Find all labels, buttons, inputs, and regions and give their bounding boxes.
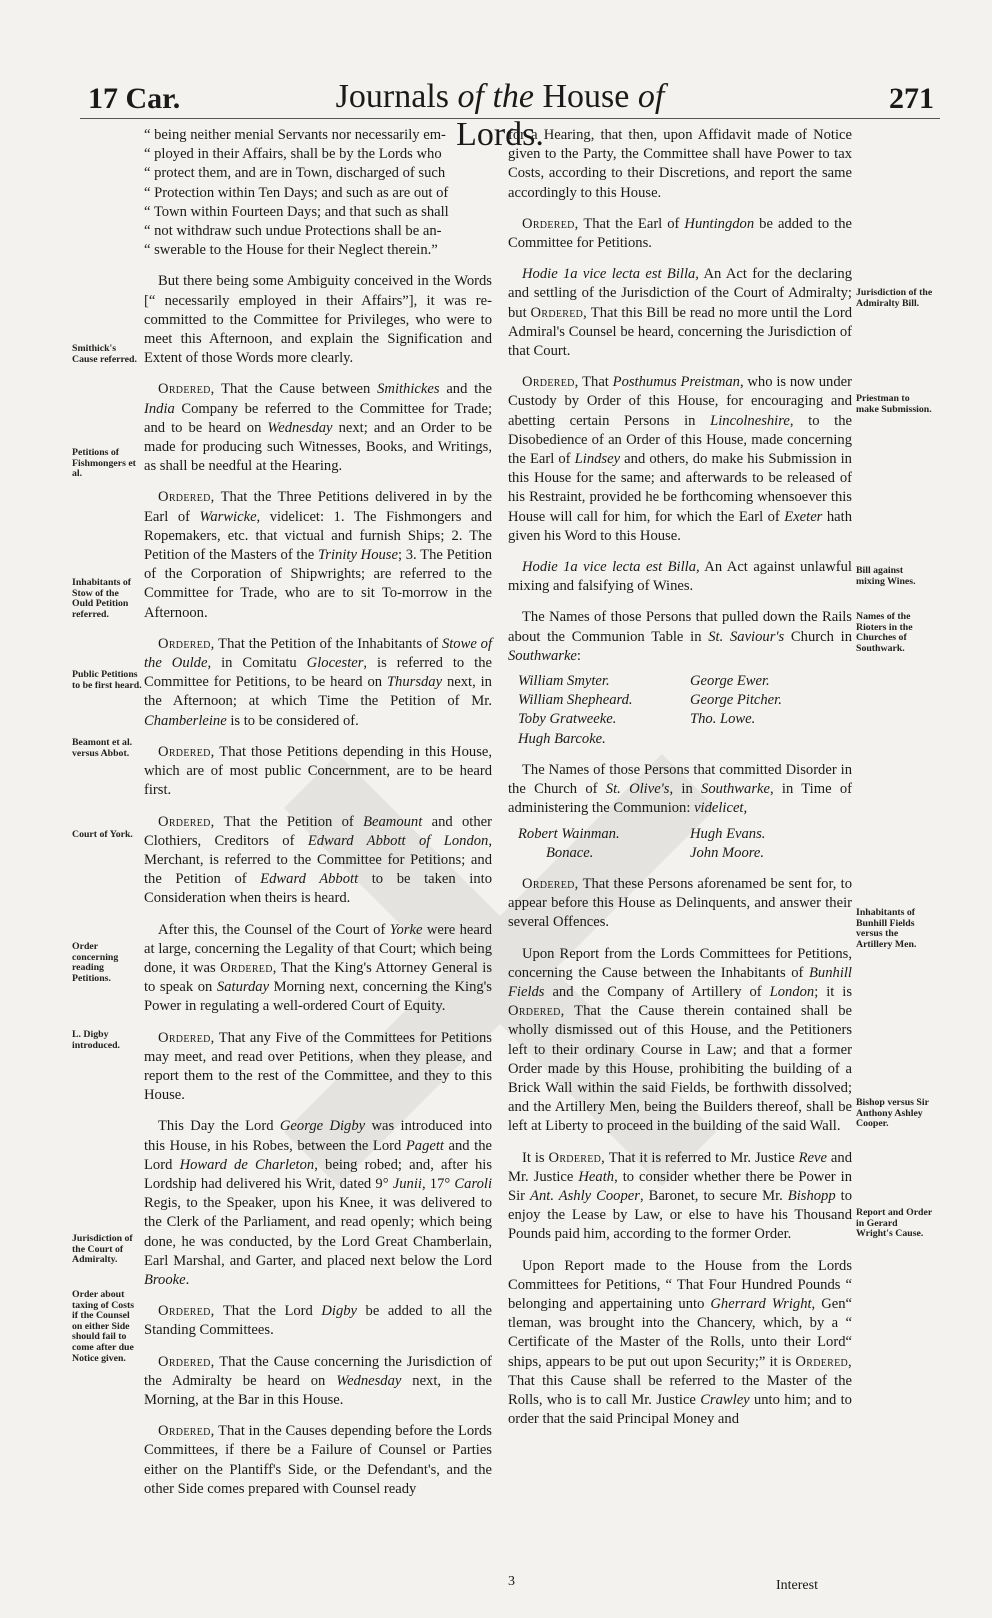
regnal-year: 17 Car.	[88, 82, 181, 115]
text: is to be considered of.	[226, 712, 359, 729]
text: next; and an Order to be made for producing such Witnesses, Books, and Writings, as shall be needful at the Hearing.	[144, 419, 492, 475]
paragraph-olives-names	[508, 761, 852, 819]
text: That	[578, 374, 613, 391]
ordered-label: Ordered,	[158, 489, 215, 506]
names-col-left	[518, 672, 680, 749]
text: Caroli	[454, 1175, 492, 1192]
quote-line: “ not withdraw such undue Protections shall be an-	[144, 223, 442, 240]
person-name: George Ewer.	[690, 673, 770, 690]
paragraph-bunhill-fields	[508, 945, 852, 1137]
text: Heath	[578, 1168, 615, 1185]
text: Warwicke	[199, 508, 257, 525]
text: Edward Abbott	[260, 871, 359, 888]
text: videlicet,	[694, 800, 748, 817]
margin-note: Inhabitants of Bunhill Fields versus the Artillery Men.	[856, 907, 917, 950]
text: That the Cause concerning the Jurisdiction of the Admiralty be heard on	[144, 1353, 492, 1389]
text: Glocester	[306, 655, 364, 672]
margin-note: Inhabitants of Stow of the Ould Petition referred.	[72, 577, 132, 620]
names-col-right	[690, 825, 852, 863]
text: That the Three Petitions delivered in by the Earl of	[144, 489, 492, 525]
text: and the	[439, 381, 492, 398]
catchword: Interest	[776, 1578, 818, 1593]
paragraph-stowe	[144, 635, 492, 731]
text: be added to the Committee for Petitions.	[508, 215, 852, 252]
text: Church in	[784, 628, 852, 645]
text: .	[185, 1271, 190, 1288]
text: India	[144, 400, 175, 417]
margin-note: Public Petitions to be first heard.	[72, 669, 142, 691]
person-name: George Pitcher.	[690, 692, 782, 709]
text: Saturday	[216, 979, 270, 996]
quote-line: “ Town within Fourteen Days; and that such as shall	[144, 203, 449, 220]
text: ; 3. The Petition of the Corporation of Shipwrights; are referred to the Committee for Trade, who are to sit To-morrow in the Afternoon.	[144, 547, 492, 621]
text: That this Bill be read no more until the Lord Admiral's Counsel be heard, concerning the Jurisdiction of that Court.	[508, 304, 852, 360]
paragraph-bishopp	[508, 1149, 852, 1245]
paragraph-beamount	[144, 813, 492, 909]
text: That those Petitions depending in this House, which are of most public Concernment, are to be heard first.	[144, 743, 492, 799]
text: , to consider whether there be Power in Sir	[508, 1168, 853, 1204]
paragraph-smithickes	[144, 380, 492, 476]
paragraph-admiralty	[144, 1353, 492, 1411]
text: That the Petition of the Inhabitants of	[214, 635, 442, 652]
text: , in Comitatu	[207, 655, 307, 672]
text: Bishopp	[787, 1187, 836, 1204]
text: , Gen“ tleman, was brought into the Chancery, which, by a “ Certificate of the Master of the Rolls, unto their Lord“ ships, appears to be put out upon Security;” it is	[508, 1295, 852, 1370]
text: Smithickes	[377, 381, 440, 398]
text: :	[576, 647, 581, 664]
paragraph-huntingdon	[508, 215, 852, 253]
ordered-label: Ordered,	[158, 743, 215, 760]
text: That the Cause between	[214, 381, 378, 398]
text: That it is referred to Mr. Justice	[605, 1149, 799, 1166]
text: That the Lord	[214, 1303, 322, 1320]
text: and other Clothiers, Creditors of	[144, 813, 492, 849]
text: and the Lord	[144, 1137, 492, 1173]
margin-note: Beamont et al. versus Abbot.	[72, 737, 133, 759]
text: That these Persons aforenamed be sent for, to appear before this House as Delinquents, and answer their several Offences.	[508, 875, 852, 931]
text: Stowe of the Oulde	[144, 635, 492, 672]
margin-note: L. Digby introduced.	[72, 1029, 120, 1051]
paragraph-taxing-costs	[144, 1422, 492, 1499]
paragraph-ambiguity: But there being some Ambiguity conceived in the Words [“ necessarily employed in their Affairs”], it was re-committed to the Committee for Privileges, who were to meet this Afternoon, and explain the Signification and Extent of those Words more clearly.	[144, 273, 492, 367]
text: be added to all the Standing Committees.	[144, 1303, 492, 1339]
text: , who is now under Custody by Order of this House, for encouraging and abetting certain Persons in	[508, 374, 852, 429]
ordered-label: Ordered,	[158, 1353, 215, 1370]
paragraph-three-petitions	[144, 488, 492, 622]
text: Digby	[321, 1303, 358, 1320]
text: Ant. Ashly Cooper	[530, 1187, 640, 1204]
text: George Digby	[279, 1118, 366, 1135]
text: That the Cause therein contained shall be wholly dismissed out of this House, and the Petitioners left to their ordinary Course in Law; and that a former Order made by this House, prohibiting the building of a Brick Wall within the said Fields, be forthwith dissolved; and the Artillery Men, being the Builders thereof, shall be left at Liberty to proceed in the building of the said Wall.	[508, 1003, 852, 1135]
text: were heard at large, concerning the Legality of that Court; which being done, it was	[144, 921, 493, 976]
text: Junii	[392, 1175, 422, 1192]
text: , Merchant, is referred to the Committee for Petitions; and the Petition of	[144, 832, 492, 888]
text: An Act against unlawful mixing and falsifying of Wines.	[508, 559, 852, 595]
margin-note: Jurisdiction of the Admiralty Bill.	[856, 287, 933, 309]
paragraph-digby-committees	[144, 1302, 492, 1340]
title-word: of	[637, 78, 665, 115]
title-word: of the	[457, 78, 534, 115]
text: That this Cause shall be referred to the Master of the Rolls, who is to call Mr. Justice	[508, 1372, 852, 1408]
text: Thursday	[386, 674, 443, 691]
text: , videlicet: 1. The Fishmongers and Ropemakers, etc. that victual and furnish Ships; 2. The Petition of the Masters of the	[144, 508, 492, 564]
text: That the Earl of	[578, 215, 685, 232]
quote-line: “ protect them, and are in Town, discharged of such	[144, 165, 446, 182]
person-name: Tho. Lowe.	[690, 711, 756, 728]
text: Reve	[798, 1149, 827, 1166]
signature-mark: 3	[508, 1574, 515, 1589]
person-name: William Shepheard.	[518, 692, 633, 709]
text: Upon Report from the Lords Committees for Petitions, concerning the Cause between the Inhabitants of	[508, 945, 852, 981]
paragraph-hearing-continued: for a Hearing, that then, upon Affidavit made of Notice given to the Party, the Committee shall have Power to tax Costs, according to their Discretions, and report the same accordingly to this House.	[508, 127, 852, 201]
text: hath given his Word to this House.	[508, 508, 852, 544]
margin-note: Court of York.	[72, 829, 133, 840]
text: Southwarke	[508, 647, 577, 664]
right-column	[508, 126, 852, 1441]
person-name: Hugh Barcoke.	[518, 730, 606, 747]
text: to be taken into Consideration when theirs is heard.	[144, 871, 492, 907]
margin-note: Jurisdiction of the Court of Admiralty.	[72, 1233, 133, 1266]
text: , to the Disobedience of an Order of this House, made concerning the Earl of	[508, 412, 852, 468]
ordered-label: Ordered,	[158, 1303, 215, 1320]
paragraph-five-committees	[144, 1029, 492, 1106]
text: The Names of those Persons that committed Disorder in the Church of	[508, 761, 852, 798]
page-number: 271	[889, 82, 934, 115]
text: , in Time of administering the Communion:	[508, 781, 852, 817]
text: St. Olive's	[605, 781, 670, 798]
paragraph-rails-names	[508, 608, 852, 666]
quote-line: “ being neither menial Servants nor necessarily em-	[144, 127, 446, 143]
text: Upon Report made to the House from the Lords Committees for Petitions, “ That Four Hundred Pounds “ belonging and appertaining unto	[508, 1257, 852, 1312]
text: Southwarke	[701, 781, 770, 798]
text: Lincolneshire	[710, 412, 790, 429]
title-word: Lords.	[456, 116, 544, 153]
ordered-label: Ordered,	[158, 635, 215, 652]
text: to enjoy the Lease by Law, or else to have his Thousand Pounds paid him, according to the former Order.	[508, 1187, 853, 1243]
paragraph-wines-bill	[508, 558, 852, 596]
margin-note: Report and Order in Gerard Wright's Cause.	[856, 1207, 933, 1240]
title-word: Journals	[335, 78, 449, 115]
text: This Day the Lord	[158, 1118, 280, 1135]
ordered-label: Ordered,	[522, 374, 579, 391]
ordered-label: Ordered,	[795, 1353, 852, 1370]
text: Howard de Charleton	[179, 1156, 315, 1173]
paragraph-delinquents	[508, 875, 852, 933]
text: Chamberleine	[144, 712, 227, 729]
margin-note: Smithick's Cause referred.	[72, 343, 137, 365]
text: Exeter	[784, 508, 823, 525]
ordered-label: Ordered,	[548, 1149, 606, 1166]
ordered-label: Ordered,	[508, 1003, 565, 1020]
text: Wednesday	[267, 419, 333, 436]
ordered-label: Ordered,	[530, 304, 588, 321]
text: and others, do make his Submission in this House for the same; and afterwards to be released of his Restraint, provided he be forthcoming whensoever this House will call for him, for which the Earl of	[508, 451, 852, 525]
text: Huntingdon	[684, 215, 755, 232]
text: Pagett	[405, 1137, 444, 1154]
quote-line: “ ployed in their Affairs, shall be by the Lords who	[144, 146, 442, 163]
margin-note: Petitions of Fishmongers et al.	[72, 447, 136, 480]
person-name: Robert Wainman.	[518, 825, 620, 842]
ordered-label: Ordered,	[522, 875, 579, 892]
text: Edward Abbott of London	[307, 832, 489, 849]
paragraph-admiralty-bill	[508, 265, 852, 361]
person-name: William Smyter.	[518, 673, 610, 690]
text: That any Five of the Committees for Petitions may meet, and read over Petitions, when they please, and report them to the rest of the Committee, and they to this House.	[144, 1029, 492, 1104]
text: ; it is	[814, 983, 852, 1000]
text: London	[769, 983, 815, 1000]
text: , 17°	[421, 1175, 455, 1192]
text: Regis, to the Speaker, upon his Knee, it was delivered to the Clerk of the Parliament, and read openly; which being done, he was conducted, by the Lord Great Chamberlain, Earl Marshal, and Garter, and placed next below the Lord	[144, 1195, 492, 1269]
text: and the Company of Artillery of	[544, 983, 770, 1000]
margin-note: Bill against mixing Wines.	[856, 565, 916, 587]
left-column	[144, 126, 492, 1511]
text: and Mr. Justice	[508, 1149, 852, 1185]
text: was introduced into this House, in his Robes, between the Lord	[144, 1118, 492, 1154]
margin-note: Order about taxing of Costs if the Counsel on either Side should fail to come after due Notice given.	[72, 1289, 135, 1364]
title-word: House	[542, 78, 630, 115]
paragraph-public-petitions	[144, 743, 492, 801]
paragraph-court-of-york	[144, 921, 492, 1017]
text: Wednesday	[336, 1372, 402, 1389]
text: Posthumus Preistman	[612, 374, 740, 391]
text: Gherrard Wright	[710, 1295, 812, 1312]
quote-line: “ swerable to the House for their Neglect therein.”	[144, 242, 438, 259]
text: That the Petition of	[214, 813, 364, 830]
text: Hodie 1a vice lecta est Billa,	[522, 266, 699, 283]
text: , being robed; and, after his Lordship had delivered his Writ, dated 9°	[144, 1156, 492, 1192]
text: Lindsey	[574, 451, 621, 468]
text: , in	[669, 781, 702, 798]
names-list-olives	[518, 825, 852, 863]
names-list-saviours	[518, 672, 852, 749]
text: Yorke	[389, 921, 423, 938]
text: Morning next, concerning the King's Power in regulating a well-ordered Court of Equity.	[144, 979, 492, 1015]
text: , Baronet, to secure Mr.	[639, 1187, 788, 1204]
text: Brooke	[144, 1271, 186, 1288]
text: Company be referred to the Committee for Trade; and to be heard on	[144, 400, 492, 436]
text: The Names of those Persons that pulled down the Rails about the Communion Table in	[508, 609, 852, 645]
text: unto him; and to order that the said Principal Money and	[508, 1391, 852, 1428]
ordered-label: Ordered,	[522, 215, 579, 232]
text: That the King's Attorney General is to speak on	[144, 959, 492, 996]
person-name: John Moore.	[690, 844, 765, 861]
text: Bunhill Fields	[508, 964, 852, 1000]
quoted-order	[144, 126, 492, 260]
header-rule	[80, 118, 940, 119]
ordered-label: Ordered,	[158, 381, 215, 398]
names-col-right	[690, 672, 852, 749]
ordered-label: Ordered,	[158, 1029, 215, 1046]
person-name: Toby Gratweeke.	[518, 711, 617, 728]
text: That in the Causes depending before the Lords Committees, if there be a Failure of Counsel or Parties either on the Plantiff's Side, or the Defendant's, and the other Side comes prepared with Counsel ready	[144, 1423, 492, 1497]
text: next, in the Morning, at the Bar in this House.	[144, 1372, 493, 1408]
names-col-left	[518, 825, 680, 863]
ordered-label: Ordered,	[158, 813, 215, 830]
margin-note: Bishop versus Sir Anthony Ashley Cooper.	[856, 1097, 929, 1130]
text: Hodie 1a vice lecta est Billa,	[522, 559, 700, 576]
ordered-label: Ordered,	[220, 959, 277, 976]
margin-note: Names of the Rioters in the Churches of Southwark.	[856, 611, 913, 654]
text: Crawley	[700, 1391, 750, 1408]
paragraph-gherrard-wright	[508, 1257, 852, 1430]
paragraph-digby-introduced	[144, 1117, 492, 1290]
text: , is referred to the Committee for Petitions, to be heard on	[144, 655, 492, 691]
person-name: Hugh Evans.	[690, 825, 766, 842]
ordered-label: Ordered,	[158, 1423, 215, 1440]
person-name: Bonace.	[546, 844, 594, 861]
margin-note: Order concerning reading Petitions.	[72, 941, 119, 984]
paragraph-preistman	[508, 373, 852, 546]
text: next, in the Afternoon; at which Time the Petition of Mr.	[144, 674, 492, 710]
text: It is	[522, 1149, 549, 1166]
text: St. Saviour's	[708, 628, 785, 645]
text: Beamount	[363, 813, 423, 830]
text: An Act for the declaring and settling of the Jurisdiction of the Court of Admiralty; but	[508, 266, 852, 321]
text: After this, the Counsel of the Court of	[158, 921, 390, 938]
text: Trinity House	[318, 547, 398, 564]
margin-note: Priestman to make Submission.	[856, 393, 932, 415]
quote-line: “ Protection within Ten Days; and such as are out of	[144, 184, 449, 201]
